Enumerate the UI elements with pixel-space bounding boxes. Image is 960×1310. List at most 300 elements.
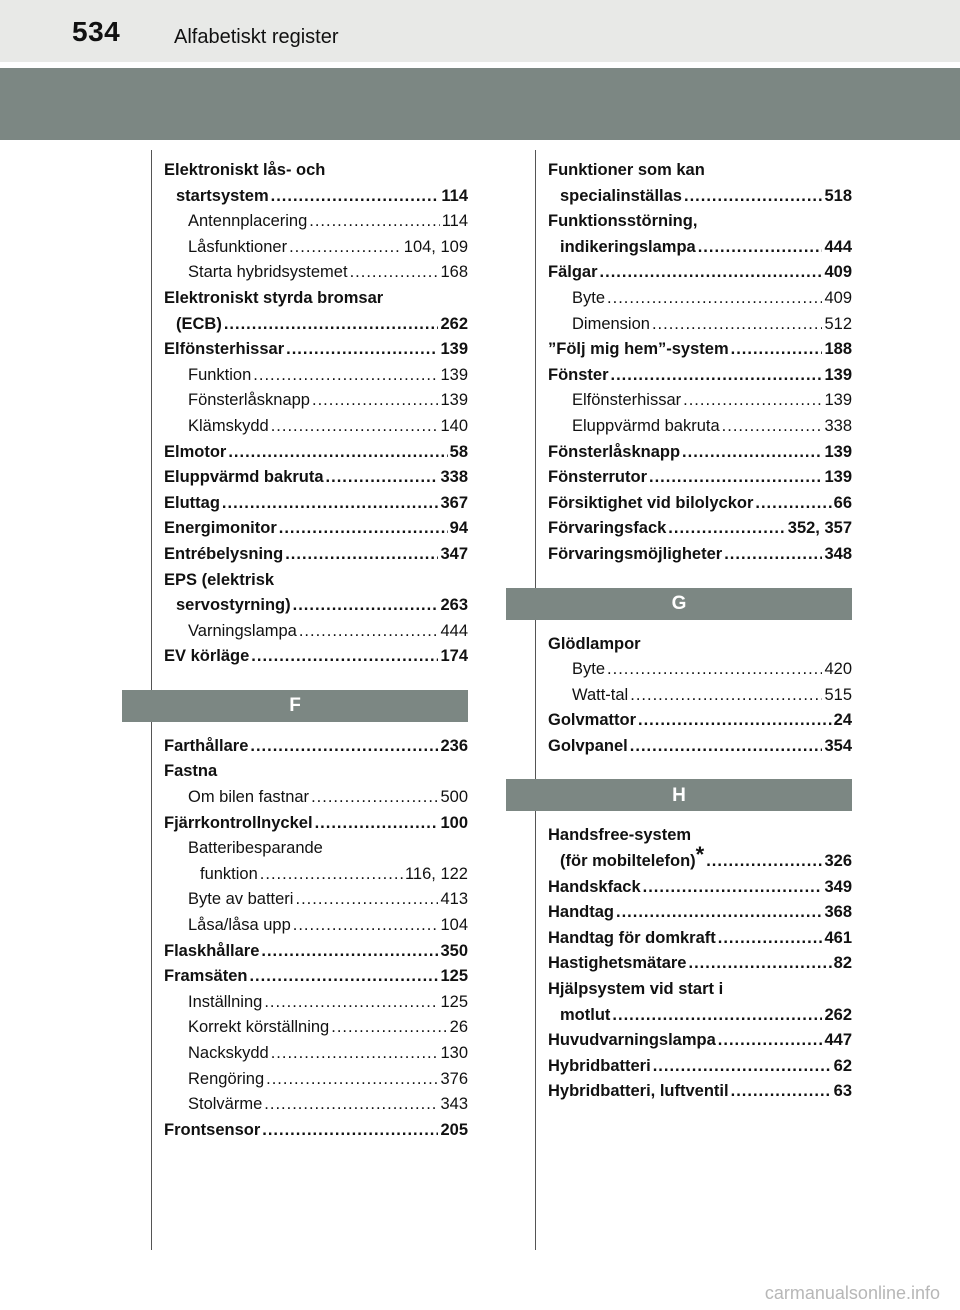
index-entry bbox=[548, 734, 852, 760]
leader-dots bbox=[688, 951, 831, 977]
page-reference: 26 bbox=[449, 1018, 468, 1037]
leader-dots bbox=[668, 516, 785, 542]
index-entry bbox=[164, 337, 468, 363]
index-entry bbox=[164, 516, 468, 542]
index-entry bbox=[164, 414, 468, 440]
index-term-text: Varningslampa bbox=[188, 621, 297, 640]
page-reference: 139 bbox=[824, 391, 852, 410]
page-reference: 104 bbox=[440, 916, 468, 935]
watermark: carmanualsonline.info bbox=[764, 1283, 940, 1303]
index-column-right bbox=[548, 158, 852, 1105]
index-heading bbox=[548, 977, 852, 1003]
page-reference: 444 bbox=[824, 237, 852, 256]
index-term-text: Fönsterrutor bbox=[548, 468, 647, 487]
index-list bbox=[164, 158, 468, 670]
index-term-text: Fönsterlåsknapp bbox=[188, 391, 310, 410]
letter-heading-h: H bbox=[506, 779, 852, 811]
page-reference: 515 bbox=[824, 685, 852, 704]
leader-dots bbox=[264, 990, 438, 1016]
page-reference: 376 bbox=[440, 1069, 468, 1088]
index-term bbox=[560, 184, 682, 210]
index-entry bbox=[164, 260, 468, 286]
index-term-text: Handtag för domkraft bbox=[548, 928, 716, 947]
page-reference: 116, 122 bbox=[404, 864, 468, 883]
leader-dots bbox=[251, 644, 438, 670]
leader-dots bbox=[260, 862, 403, 888]
header-banner bbox=[0, 68, 960, 140]
page-reference: 338 bbox=[440, 468, 468, 487]
leader-dots bbox=[649, 465, 822, 491]
index-term bbox=[188, 414, 269, 440]
page-reference: 263 bbox=[440, 596, 468, 615]
index-term bbox=[164, 440, 226, 466]
index-entry bbox=[548, 465, 852, 491]
page-number: 534 bbox=[72, 16, 121, 47]
index-term bbox=[572, 657, 605, 683]
index-heading bbox=[164, 759, 468, 785]
leader-dots bbox=[264, 1092, 438, 1118]
index-term-text: Elmotor bbox=[164, 442, 227, 461]
index-entry bbox=[164, 1092, 468, 1118]
index-entry bbox=[548, 1079, 852, 1105]
index-term-text: funktion bbox=[200, 864, 258, 883]
page-reference: 188 bbox=[824, 340, 852, 359]
index-term-text: Eluppvärmd bakruta bbox=[164, 468, 324, 487]
leader-dots bbox=[222, 491, 439, 517]
leader-dots bbox=[311, 785, 438, 811]
page-reference: 139 bbox=[824, 468, 852, 487]
index-term bbox=[560, 1003, 610, 1029]
leader-dots bbox=[600, 260, 823, 286]
index-term-text: Fjärrkontrollnyckel bbox=[164, 813, 313, 832]
leader-dots bbox=[684, 184, 822, 210]
index-entry bbox=[164, 388, 468, 414]
index-entry bbox=[164, 312, 468, 338]
page-reference: 66 bbox=[833, 493, 852, 512]
index-term bbox=[548, 875, 641, 901]
index-entry bbox=[164, 644, 468, 670]
page-reference: 205 bbox=[440, 1120, 468, 1139]
index-entry bbox=[164, 913, 468, 939]
letter-heading-f: F bbox=[122, 690, 468, 722]
index-entry bbox=[164, 734, 468, 760]
leader-dots bbox=[262, 1118, 438, 1144]
index-term-text: Låsa/låsa upp bbox=[188, 916, 291, 935]
page-reference: 262 bbox=[440, 314, 468, 333]
index-list bbox=[548, 158, 852, 568]
page-reference: 139 bbox=[440, 391, 468, 410]
index-entry bbox=[548, 1054, 852, 1080]
index-entry bbox=[164, 209, 468, 235]
index-term bbox=[164, 734, 248, 760]
index-term bbox=[548, 337, 729, 363]
page-reference: 447 bbox=[824, 1031, 852, 1050]
index-term-text: ”Följ mig hem”-system bbox=[548, 340, 729, 359]
index-term bbox=[548, 542, 722, 568]
index-entry bbox=[548, 440, 852, 466]
leader-dots bbox=[253, 363, 438, 389]
index-term bbox=[560, 235, 696, 261]
index-term-text: Huvudvarningslampa bbox=[548, 1031, 716, 1050]
index-entry bbox=[548, 1028, 852, 1054]
page-reference: 367 bbox=[440, 493, 468, 512]
index-term: Handsfree-system bbox=[548, 826, 692, 845]
index-entry bbox=[164, 1041, 468, 1067]
page-reference: 518 bbox=[824, 186, 852, 205]
page-reference: 368 bbox=[824, 903, 852, 922]
index-term-text: servostyrning) bbox=[176, 596, 291, 615]
index-entry bbox=[164, 1118, 468, 1144]
index-term-text: Entrébelysning bbox=[164, 544, 284, 563]
index-term bbox=[200, 862, 258, 888]
leader-dots bbox=[261, 939, 438, 965]
index-term-text: Energimonitor bbox=[164, 519, 277, 538]
column-divider-middle bbox=[535, 150, 536, 1250]
page-reference: 354 bbox=[824, 736, 852, 755]
index-term bbox=[188, 887, 293, 913]
leader-dots bbox=[607, 286, 822, 312]
index-term bbox=[164, 644, 249, 670]
page-header bbox=[0, 0, 960, 62]
index-term-text: (för mobiltelefon) bbox=[560, 852, 696, 871]
index-term-text: Fönster bbox=[548, 365, 609, 384]
index-entry bbox=[164, 990, 468, 1016]
leader-dots bbox=[638, 708, 832, 734]
leader-dots bbox=[630, 734, 823, 760]
leader-dots bbox=[731, 1079, 832, 1105]
page-reference: 349 bbox=[824, 877, 852, 896]
index-term-text: Klämskydd bbox=[188, 416, 269, 435]
index-term bbox=[548, 1028, 716, 1054]
page-reference: 139 bbox=[824, 442, 852, 461]
index-term-text: Byte av batteri bbox=[188, 890, 294, 909]
index-term-text: Stolvärme bbox=[188, 1095, 263, 1114]
page-reference: 130 bbox=[440, 1044, 468, 1062]
index-entry bbox=[164, 235, 468, 261]
index-entry bbox=[164, 593, 468, 619]
index-term-text: Rengöring bbox=[188, 1069, 265, 1088]
index-term bbox=[548, 951, 686, 977]
leader-dots bbox=[718, 926, 823, 952]
leader-dots bbox=[224, 312, 439, 338]
leader-dots bbox=[718, 1028, 823, 1054]
index-entry bbox=[548, 657, 852, 683]
index-term bbox=[188, 1041, 269, 1067]
index-term bbox=[188, 1015, 329, 1041]
index-term-text: Golvpanel bbox=[548, 736, 628, 755]
leader-dots bbox=[285, 542, 438, 568]
page-reference: 409 bbox=[824, 288, 852, 307]
index-term bbox=[164, 516, 277, 542]
index-entry bbox=[164, 491, 468, 517]
index-term-text: Inställning bbox=[188, 992, 263, 1011]
index-entry bbox=[548, 260, 852, 286]
index-term bbox=[572, 414, 720, 440]
index-term-text: Elfönsterhissar bbox=[572, 391, 682, 410]
index-entry bbox=[164, 542, 468, 568]
page-reference: 63 bbox=[833, 1082, 852, 1101]
index-term bbox=[548, 465, 647, 491]
index-term bbox=[188, 388, 310, 414]
index-term-text: Elfönsterhissar bbox=[164, 340, 285, 359]
leader-dots bbox=[271, 184, 440, 210]
index-term-text: indikeringslampa bbox=[560, 237, 696, 256]
index-term bbox=[164, 811, 313, 837]
index-term-text: Förvaringsmöjligheter bbox=[548, 544, 723, 563]
page-reference: 125 bbox=[440, 992, 468, 1011]
leader-dots bbox=[350, 260, 439, 286]
page-reference: 94 bbox=[449, 519, 468, 538]
index-entry bbox=[164, 184, 468, 210]
page-reference: 461 bbox=[824, 928, 852, 947]
leader-dots bbox=[289, 235, 402, 261]
index-term: Glödlampor bbox=[548, 634, 641, 653]
page-reference: 338 bbox=[824, 416, 852, 435]
index-term: Funktioner som kan bbox=[548, 161, 705, 179]
index-term bbox=[188, 260, 348, 286]
index-term-text: Handskfack bbox=[548, 877, 641, 896]
page-reference: 236 bbox=[440, 736, 468, 755]
leader-dots bbox=[698, 235, 823, 261]
index-entry bbox=[548, 875, 852, 901]
page-reference: 500 bbox=[440, 788, 468, 807]
index-entry bbox=[548, 516, 852, 542]
index-term-text: Förvaringsfack bbox=[548, 519, 667, 538]
index-entry bbox=[164, 619, 468, 645]
index-entry bbox=[164, 811, 468, 837]
index-entry bbox=[548, 286, 852, 312]
index-term bbox=[548, 491, 753, 517]
page-reference: 326 bbox=[824, 852, 852, 871]
index-entry bbox=[164, 363, 468, 389]
leader-dots bbox=[652, 312, 823, 338]
index-list bbox=[548, 632, 852, 760]
index-entry bbox=[548, 542, 852, 568]
index-term bbox=[164, 542, 283, 568]
index-term-text: Fälgar bbox=[548, 263, 598, 282]
index-entry bbox=[164, 465, 468, 491]
page-reference: 420 bbox=[824, 660, 852, 679]
index-heading bbox=[164, 286, 468, 312]
leader-dots bbox=[731, 337, 823, 363]
index-term bbox=[548, 734, 628, 760]
index-term-text: Nackskydd bbox=[188, 1044, 269, 1062]
index-entry bbox=[164, 964, 468, 990]
leader-dots bbox=[271, 1041, 439, 1067]
leader-dots bbox=[611, 363, 823, 389]
index-term-text: specialinställas bbox=[560, 186, 682, 205]
leader-dots bbox=[706, 849, 822, 875]
index-entry bbox=[548, 388, 852, 414]
index-term bbox=[164, 939, 259, 965]
index-term-text: Frontsensor bbox=[164, 1120, 261, 1139]
page-reference: 348 bbox=[824, 544, 852, 563]
index-term-text: Byte bbox=[572, 288, 606, 307]
index-term-text: Hastighetsmätare bbox=[548, 954, 687, 973]
index-term bbox=[548, 900, 614, 926]
page-reference: 100 bbox=[440, 813, 468, 832]
index-term bbox=[548, 1079, 729, 1105]
leader-dots bbox=[722, 414, 823, 440]
index-term bbox=[164, 491, 220, 517]
index-entry bbox=[548, 1003, 852, 1029]
leader-dots bbox=[331, 1015, 447, 1041]
index-list bbox=[548, 823, 852, 1105]
leader-dots bbox=[607, 657, 822, 683]
index-term-text: Dimension bbox=[572, 314, 650, 333]
index-term-text: Korrekt körställning bbox=[188, 1018, 330, 1037]
index-term bbox=[572, 683, 628, 709]
index-entry bbox=[548, 926, 852, 952]
index-entry bbox=[164, 1067, 468, 1093]
leader-dots bbox=[616, 900, 822, 926]
index-term bbox=[176, 184, 269, 210]
index-term bbox=[164, 465, 324, 491]
index-entry bbox=[548, 363, 852, 389]
index-heading bbox=[164, 836, 468, 862]
page-reference: 343 bbox=[440, 1095, 468, 1114]
index-term-text: Framsäten bbox=[164, 967, 248, 986]
leader-dots bbox=[228, 440, 447, 466]
index-term-text: Handtag bbox=[548, 903, 614, 922]
index-term bbox=[188, 363, 251, 389]
leader-dots bbox=[266, 1067, 438, 1093]
index-term bbox=[188, 1067, 264, 1093]
index-term bbox=[188, 1092, 262, 1118]
index-term-text: Farthållare bbox=[164, 736, 249, 755]
page-reference: 347 bbox=[440, 544, 468, 563]
index-term bbox=[188, 990, 262, 1016]
index-entry bbox=[548, 184, 852, 210]
index-term-text: Funktion bbox=[188, 365, 252, 384]
leader-dots bbox=[653, 1054, 832, 1080]
index-entry bbox=[164, 785, 468, 811]
leader-dots bbox=[271, 414, 439, 440]
index-term bbox=[548, 926, 716, 952]
index-term bbox=[548, 260, 598, 286]
index-term bbox=[164, 964, 247, 990]
index-term bbox=[176, 312, 222, 338]
index-term bbox=[548, 1054, 651, 1080]
page-reference: 409 bbox=[824, 263, 852, 282]
index-term bbox=[548, 363, 609, 389]
index-entry bbox=[164, 939, 468, 965]
page-reference: 139 bbox=[440, 365, 468, 384]
page-reference: 139 bbox=[824, 365, 852, 384]
index-heading bbox=[548, 209, 852, 235]
index-term bbox=[572, 312, 650, 338]
index-entry bbox=[548, 683, 852, 709]
index-term-text: Golvmattor bbox=[548, 711, 637, 730]
index-column-left bbox=[164, 158, 468, 1143]
index-term bbox=[188, 209, 307, 235]
index-term-text: Eluttag bbox=[164, 493, 220, 512]
index-list bbox=[164, 734, 468, 1144]
index-entry bbox=[548, 312, 852, 338]
index-term-text: Byte bbox=[572, 660, 606, 679]
index-term bbox=[548, 440, 680, 466]
leader-dots bbox=[249, 964, 438, 990]
leader-dots bbox=[612, 1003, 822, 1029]
page-reference: 168 bbox=[440, 263, 468, 282]
leader-dots bbox=[683, 388, 822, 414]
index-term: Elektroniskt styrda bromsar bbox=[164, 288, 384, 307]
leader-dots bbox=[312, 388, 438, 414]
leader-dots bbox=[643, 875, 823, 901]
leader-dots bbox=[755, 491, 831, 517]
page-reference: 444 bbox=[440, 621, 468, 640]
index-term bbox=[572, 286, 605, 312]
index-entry bbox=[164, 1015, 468, 1041]
index-term bbox=[188, 913, 291, 939]
index-entry bbox=[164, 862, 468, 888]
index-term bbox=[188, 619, 297, 645]
index-term bbox=[572, 388, 681, 414]
index-term: Elektroniskt lås- och bbox=[164, 161, 326, 179]
page-reference: 352, 357 bbox=[787, 519, 852, 538]
leader-dots bbox=[309, 209, 439, 235]
page-reference: 24 bbox=[833, 711, 852, 730]
index-entry bbox=[164, 887, 468, 913]
page-reference: 58 bbox=[449, 442, 468, 461]
index-term-text: Fönsterlåsknapp bbox=[548, 442, 681, 461]
index-entry bbox=[548, 491, 852, 517]
index-term bbox=[548, 516, 666, 542]
page-reference: 512 bbox=[824, 314, 852, 333]
index-term bbox=[548, 708, 636, 734]
leader-dots bbox=[326, 465, 439, 491]
index-term-text: Watt-tal bbox=[572, 685, 629, 704]
index-term-text: EV körläge bbox=[164, 647, 250, 666]
index-term-text: Flaskhållare bbox=[164, 941, 260, 960]
index-term bbox=[188, 785, 309, 811]
index-entry bbox=[548, 337, 852, 363]
page-reference: 125 bbox=[440, 967, 468, 986]
letter-heading-g: G bbox=[506, 588, 852, 620]
index-term-text: Starta hybridsystemet bbox=[188, 263, 348, 282]
page-reference: 174 bbox=[440, 647, 468, 666]
leader-dots bbox=[286, 337, 438, 363]
index-term: Hjälpsystem vid start i bbox=[548, 980, 724, 999]
index-heading bbox=[548, 632, 852, 658]
index-term-text: Eluppvärmd bakruta bbox=[572, 416, 720, 435]
index-term-text: (ECB) bbox=[176, 314, 222, 333]
index-term-text: Låsfunktioner bbox=[188, 237, 288, 256]
page-reference: 350 bbox=[440, 941, 468, 960]
page-reference: 104, 109 bbox=[403, 237, 468, 256]
leader-dots bbox=[630, 683, 822, 709]
index-term-text: Hybridbatteri bbox=[548, 1056, 651, 1075]
index-entry bbox=[548, 841, 852, 875]
index-term: EPS (elektrisk bbox=[164, 570, 275, 589]
index-term bbox=[188, 235, 287, 261]
leader-dots bbox=[293, 913, 439, 939]
page-reference: 262 bbox=[824, 1005, 852, 1024]
index-term: Batteribesparande bbox=[188, 839, 323, 858]
index-heading bbox=[164, 568, 468, 594]
index-entry bbox=[548, 951, 852, 977]
page-reference: 114 bbox=[441, 186, 468, 205]
index-term: Fastna bbox=[164, 762, 218, 781]
page-title: Alfabetiskt register bbox=[174, 26, 339, 48]
index-term bbox=[164, 1118, 260, 1144]
index-term-text: motlut bbox=[560, 1005, 611, 1024]
index-term-text: Hybridbatteri, luftventil bbox=[548, 1082, 729, 1101]
leader-dots bbox=[682, 440, 822, 466]
index-term bbox=[560, 841, 705, 875]
leader-dots bbox=[293, 593, 439, 619]
index-term-text: Antennplacering bbox=[188, 212, 308, 231]
